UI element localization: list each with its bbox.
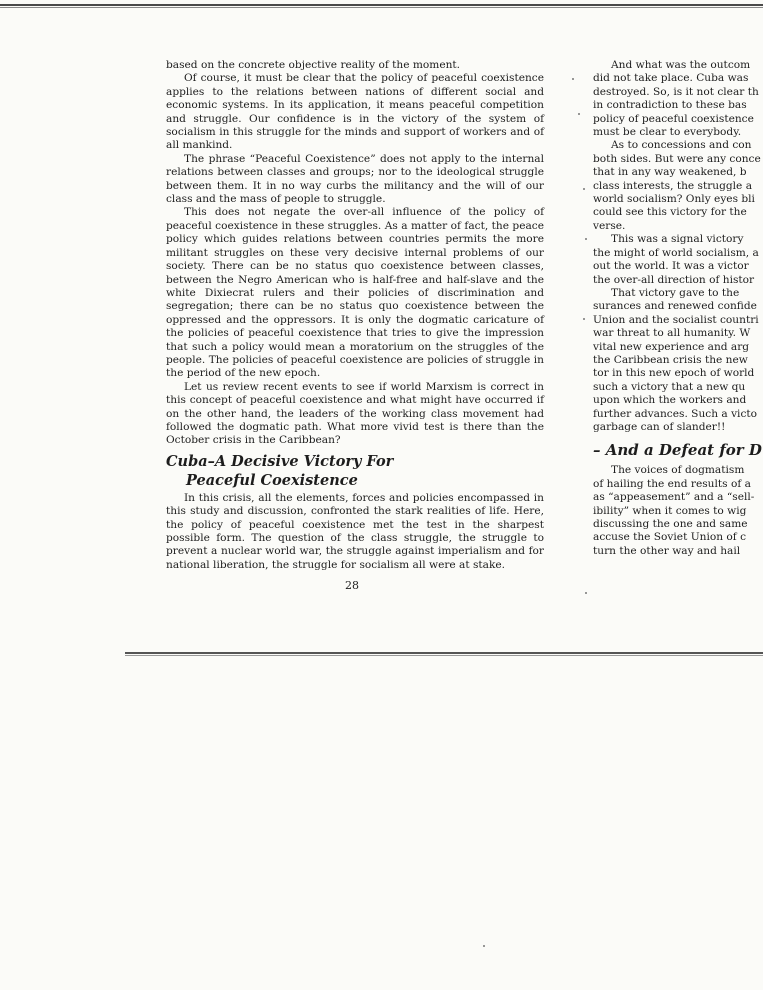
scan-speck xyxy=(585,592,587,594)
text-line: upon which the workers and xyxy=(593,394,747,407)
text-line: accuse the Soviet Union of c xyxy=(593,531,747,544)
text-line: And what was the outcom xyxy=(611,59,751,71)
text-line: vital new experience and arg xyxy=(593,340,750,353)
right-column xyxy=(593,59,763,558)
text-line: further advances. Such a victo xyxy=(593,407,758,420)
heading-line-2: Peaceful Coexistence xyxy=(186,471,358,489)
text-line: the might of world socialism, a xyxy=(593,246,759,259)
text-line: the Caribbean crisis the new xyxy=(593,353,748,366)
text-line: such a victory that a new qu xyxy=(593,380,746,393)
text-line: That victory gave to the xyxy=(611,286,740,299)
text-line: This was a signal victory xyxy=(611,233,744,246)
text-line: garbage can of slander!! xyxy=(593,420,726,433)
text-line: class interests, the struggle a xyxy=(593,179,753,192)
left-column xyxy=(166,59,544,572)
right-column-lines-b xyxy=(593,464,763,558)
scan-speck xyxy=(578,113,580,115)
text-line: must be clear to everybody. xyxy=(593,126,742,139)
scan-speck xyxy=(572,78,574,80)
paragraph: The phrase “Peaceful Coexistence” does not apply to the internal relations between classes and groups; nor to the ideological struggle between them. It in no way curbs the militancy and the will of our class and the mass of people to struggle. xyxy=(166,152,544,206)
top-rule-thin xyxy=(0,7,763,8)
scan-speck xyxy=(483,945,485,947)
paragraph: Let us review recent events to see if world Marxism is correct in this concept of peaceful coexistence and what might have occurred if on the other hand, the leaders of the working class movement had followed the dogmatic path. What more vivid test is there than the October crisis in the Caribbean? xyxy=(166,380,544,447)
paragraph: Of course, it must be clear that the policy of peaceful coexistence applies to the relations between nations of different social and economic systems. In its application, it means peaceful competition and struggle. Our confidence is in the victory of the system of socialism in this struggle for the minds and support of workers and of all mankind. xyxy=(166,72,544,152)
right-column-lines-a xyxy=(593,59,763,434)
text-line: surances and renewed confide xyxy=(593,300,757,313)
text-line: did not take place. Cuba was xyxy=(593,72,749,85)
text-line: both sides. But were any conce xyxy=(593,152,761,165)
text-line: of hailing the end results of a xyxy=(593,477,751,490)
heading-line-1: Cuba–A Decisive Victory For xyxy=(166,452,394,470)
scan-speck xyxy=(583,188,585,190)
paragraph: In this crisis, all the elements, forces and policies encompassed in this study and discussion, confronted the stark realities of life. Here, the policy of peaceful coexistence met the test in the sharpest possible form. The question of the class struggle, the struggle to prevent a nuclear world war, the struggle against imperialism and for national liberation, the struggle for socialism all were at stake. xyxy=(166,491,544,571)
text-line: could see this victory for the xyxy=(593,206,747,219)
top-rule xyxy=(0,4,763,6)
text-line: The voices of dogmatism xyxy=(611,464,745,477)
text-line: tor in this new epoch of world xyxy=(593,367,755,380)
paragraph: This does not negate the over-all influence of the policy of peaceful coexistence in these struggles. As a matter of fact, the peace policy which guides relations between countries permits the more militant struggles on these very decisive internal problems of our society. There can be no status quo coexistence between classes, between the Negro American who is half-free and half-slave and the white Dixiecrat rulers and their policies of discrimination and segregation; there can be no status quo coexistence between the oppressed and the oppressors. It is only the dogmatic caricature of the policies of peaceful coexistence that tries to give the impression that such a policy would mean a moratorium on the struggles of the people. The policies of peaceful coexistence are policies of struggle in the period of the new epoch. xyxy=(166,206,544,380)
section-heading xyxy=(166,452,544,490)
paragraph: based on the concrete objective reality of the moment. xyxy=(166,59,461,71)
text-line: world socialism? Only eyes bli xyxy=(593,193,755,206)
text-line: turn the other way and hail xyxy=(593,544,741,557)
text-line: destroyed. So, is it not clear th xyxy=(593,85,759,98)
text-line: out the world. It was a victor xyxy=(593,260,749,273)
text-line: ibility” when it comes to wig xyxy=(593,504,747,517)
scan-speck xyxy=(585,238,587,240)
text-line: in contradiction to these bas xyxy=(593,99,747,112)
section-heading-right: – And a Defeat for D xyxy=(593,441,762,460)
text-line: verse. xyxy=(593,219,626,232)
bottom-rule xyxy=(125,652,763,654)
text-line: that in any way weakened, b xyxy=(593,166,747,179)
text-line: as “appeasement” and a “sell- xyxy=(593,491,755,504)
page-number: 28 xyxy=(345,579,359,592)
text-line: As to concessions and con xyxy=(611,139,752,152)
bottom-rule-thin xyxy=(125,655,763,656)
scan-speck xyxy=(583,318,585,320)
text-line: war threat to all humanity. W xyxy=(593,327,751,340)
text-line: policy of peaceful coexistence xyxy=(593,112,754,125)
text-line: the over-all direction of histor xyxy=(593,273,755,286)
text-line: Union and the socialist countri xyxy=(593,313,759,326)
text-line: discussing the one and same xyxy=(593,518,748,530)
